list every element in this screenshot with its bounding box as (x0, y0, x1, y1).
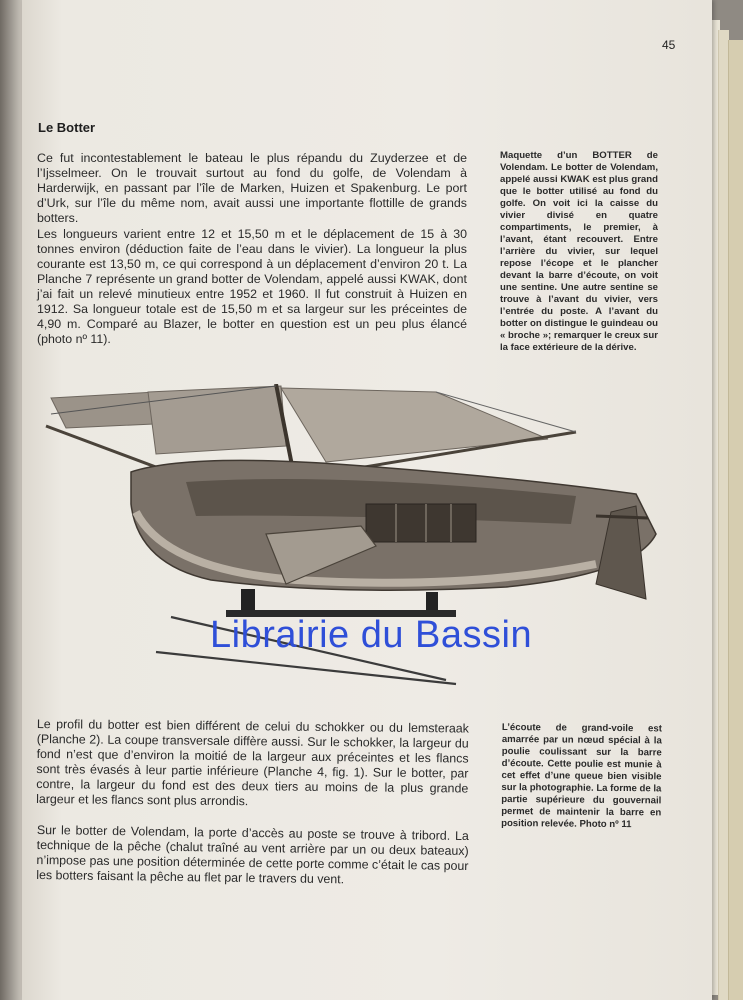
body-paragraph: Ce fut incontestablement le bateau le plus répandu du Zuyderzee et de l’Ijsselmeer. On le trouvait surtout au fond du golfe, de Volendam à Harderwijk, en passant par l’île de Marken, Huizen et Spakenburg. Le port d’Urk, sur l’île du même nom, avait aussi une importante flottille de grands botters. (37, 151, 467, 225)
page-edge (728, 40, 743, 1000)
photo-caption: Maquette d’un BOTTER de Volendam. Le botter de Volendam, appelé aussi KWAK est plus grand que le botter utilisé au fond du golfe. On voit ici la caisse du vivier divisé en quatre compartiments, le premier, à l’avant, étant recouvert. Entre l’arrière du vivier, sur lequel repose l’écope et le plancher devant la barre d’écoute, on voit une sentine. Une autre sentine se trouve à l’avant du vivier, vers l’entrée du poste. A l’avant du botter on distingue le guindeau ou « broche »; remarquer le creux sur la face extérieure de la dérive. (500, 150, 658, 353)
page-number: 45 (662, 38, 676, 52)
watermark-text: Librairie du Bassin (210, 614, 533, 656)
body-paragraph: Les longueurs varient entre 12 et 15,50 m et le déplacement de 15 à 30 tonnes environ (déduction faite de l’eau dans le vivier). La longueur la plus courante est 13,50 m, ce qui correspond à un déplacement d’environ 20 t. La Planche 7 représente un grand botter de Volendam, appelé aussi KWAK, dont j’ai fait un relevé minutieux entre 1952 et 1960. Il fut construit à Huizen en 1912. Sa longueur totale est de 15,50 m et sa largeur sur les préceintes de 4,90 m. Comparé au Blazer, le botter en question est un peu plus élancé (photo nº 11). (37, 227, 467, 346)
photo-caption: L’écoute de grand-voile est amarrée par un nœud spécial à la poulie coulissant sur la barre d’écoute. Cette poulie est munie à cet effet d’une queue bien visible sur la photographie. La forme de la partie supérieure du gouvernail permet de maintenir la barre en position relevée. Photo nº 11 (501, 722, 662, 831)
section-heading: Le Botter (38, 120, 96, 135)
body-paragraph: Le profil du botter est bien différent de celui du schokker ou du lemsteraak (Planche 2). La coupe transversale diffère aussi. Sur le schokker, la largeur du fond n’est que d’environ la moitié de la largeur aux préceintes et les flancs sont très évasés à leur partie inférieure (Planche 4, fig. 1). Sur le botter, par contre, la largeur du fond est des deux tiers au moins de la plus grande largeur et les flancs sont plus arrondis. (36, 717, 469, 809)
body-paragraph: Sur le botter de Volendam, la porte d’accès au poste se trouve à tribord. La technique de la pêche (chalut traîné au vent arrière par un ou deux bateaux) n’impose pas une position déterminée de cette porte comme c’était le cas pour les botters faisant la pêche au flet par le travers du vent. (36, 823, 469, 887)
